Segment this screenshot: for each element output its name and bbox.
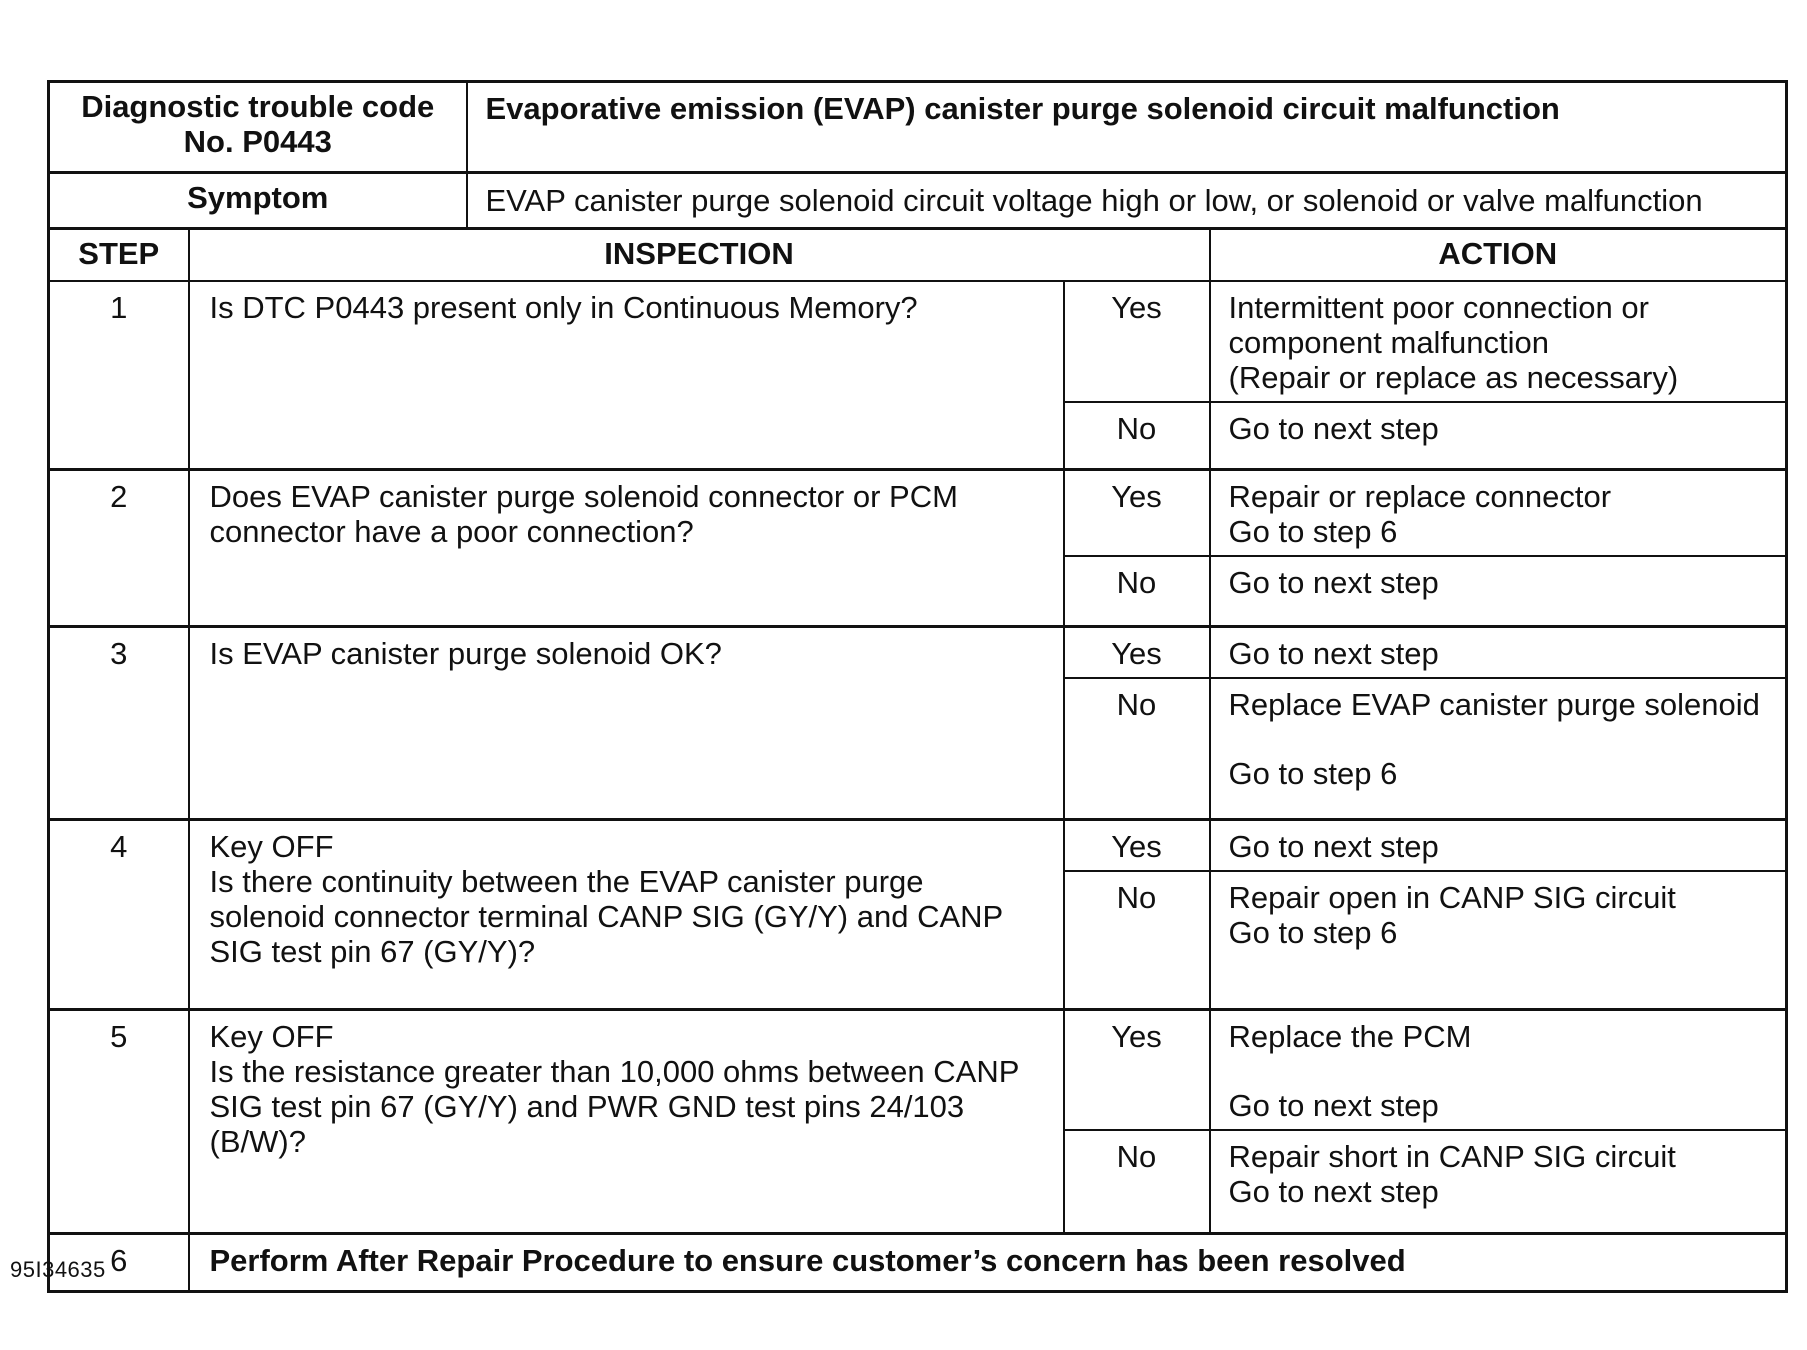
dtc-title: Evaporative emission (EVAP) canister purge solenoid circuit malfunction (467, 82, 1787, 173)
action-line: Go to next step (1228, 1087, 1439, 1123)
step-3-yes-action (1210, 626, 1787, 678)
step-1-inspection: Is DTC P0443 present only in Continuous Memory? (189, 281, 1064, 470)
step-4-yes-action (1210, 820, 1787, 872)
dtc-diagnostic-sheet (47, 80, 1785, 1293)
dtc-table (47, 80, 1788, 1293)
step-2-inspection: Does EVAP canister purge solenoid connector or PCM connector have a poor connection? (189, 470, 1064, 627)
action-column-header: ACTION (1210, 229, 1787, 281)
symptom-text: EVAP canister purge solenoid circuit voltage high or low, or solenoid or valve malfunction (467, 173, 1787, 229)
step-3-no-action (1210, 678, 1787, 820)
no-label: No (1064, 1130, 1210, 1234)
action-line: Go to step 6 (1228, 755, 1398, 791)
no-label: No (1064, 402, 1210, 470)
dtc-header-row (49, 82, 1787, 173)
action-line: Replace EVAP canister purge solenoid (1228, 686, 1760, 722)
yes-label: Yes (1064, 281, 1210, 402)
no-label: No (1064, 678, 1210, 820)
step-1-no-action (1210, 402, 1787, 470)
step-2-no-action (1210, 556, 1787, 626)
inspection-line: Is there continuity between the EVAP canister purge solenoid connector terminal CANP SIG (GY/Y) and CANP SIG test pin 67 (GY/Y)? (209, 864, 1003, 969)
no-label: No (1064, 556, 1210, 626)
step-number: 3 (49, 626, 189, 820)
action-line: Intermittent poor connection or component malfunction (1228, 289, 1649, 360)
inspection-column-header: INSPECTION (189, 229, 1210, 281)
step-2-yes-action (1210, 470, 1787, 557)
figure-id: 95I34635 (10, 1257, 106, 1282)
step-number: 2 (49, 470, 189, 627)
action-line: Repair short in CANP SIG circuit (1228, 1138, 1676, 1174)
yes-label: Yes (1064, 470, 1210, 557)
step-6-final-text: Perform After Repair Procedure to ensure customer’s concern has been resolved (189, 1234, 1787, 1292)
action-line: Go to next step (1228, 1173, 1439, 1209)
inspection-line: Key OFF (209, 1018, 334, 1054)
step-4-yes-row (49, 820, 1787, 872)
yes-label: Yes (1064, 820, 1210, 872)
action-line: Repair open in CANP SIG circuit (1228, 880, 1676, 915)
action-line: (Repair or replace as necessary) (1228, 359, 1679, 395)
step-5-inspection (189, 1009, 1064, 1234)
action-line: Go to next step (1228, 635, 1439, 671)
step-5-no-action (1210, 1130, 1787, 1234)
action-line: Go to next step (1228, 410, 1439, 446)
action-line: Repair or replace connector (1228, 479, 1612, 514)
yes-label: Yes (1064, 626, 1210, 678)
step-number: 1 (49, 281, 189, 470)
action-line: Go to next step (1228, 565, 1439, 600)
step-5-yes-row (49, 1009, 1787, 1130)
action-line: Replace the PCM (1228, 1018, 1472, 1054)
action-line: Go to step 6 (1228, 915, 1398, 950)
inspection-line: Is the resistance greater than 10,000 ohms between CANP SIG test pin 67 (GY/Y) and PWR GND test pins 24/103 (B/W)? (209, 1053, 1019, 1159)
column-header-row (49, 229, 1787, 281)
step-5-yes-action (1210, 1009, 1787, 1130)
step-number: 4 (49, 820, 189, 1010)
step-4-inspection (189, 820, 1064, 1010)
step-3-inspection: Is EVAP canister purge solenoid OK? (189, 626, 1064, 820)
step-column-header: STEP (49, 229, 189, 281)
symptom-label: Symptom (49, 173, 467, 229)
step-number: 5 (49, 1009, 189, 1234)
step-6-row (49, 1234, 1787, 1292)
inspection-line: Key OFF (209, 829, 334, 864)
step-3-yes-row (49, 626, 1787, 678)
dtc-code-label: Diagnostic trouble code No. P0443 (49, 82, 467, 173)
no-label: No (1064, 871, 1210, 1009)
step-number: 6 (49, 1234, 189, 1292)
step-2-yes-row (49, 470, 1787, 557)
step-4-no-action (1210, 871, 1787, 1009)
action-line: Go to step 6 (1228, 514, 1398, 549)
yes-label: Yes (1064, 1009, 1210, 1130)
step-1-yes-row (49, 281, 1787, 402)
step-1-yes-action (1210, 281, 1787, 402)
symptom-row (49, 173, 1787, 229)
action-line: Go to next step (1228, 829, 1439, 864)
